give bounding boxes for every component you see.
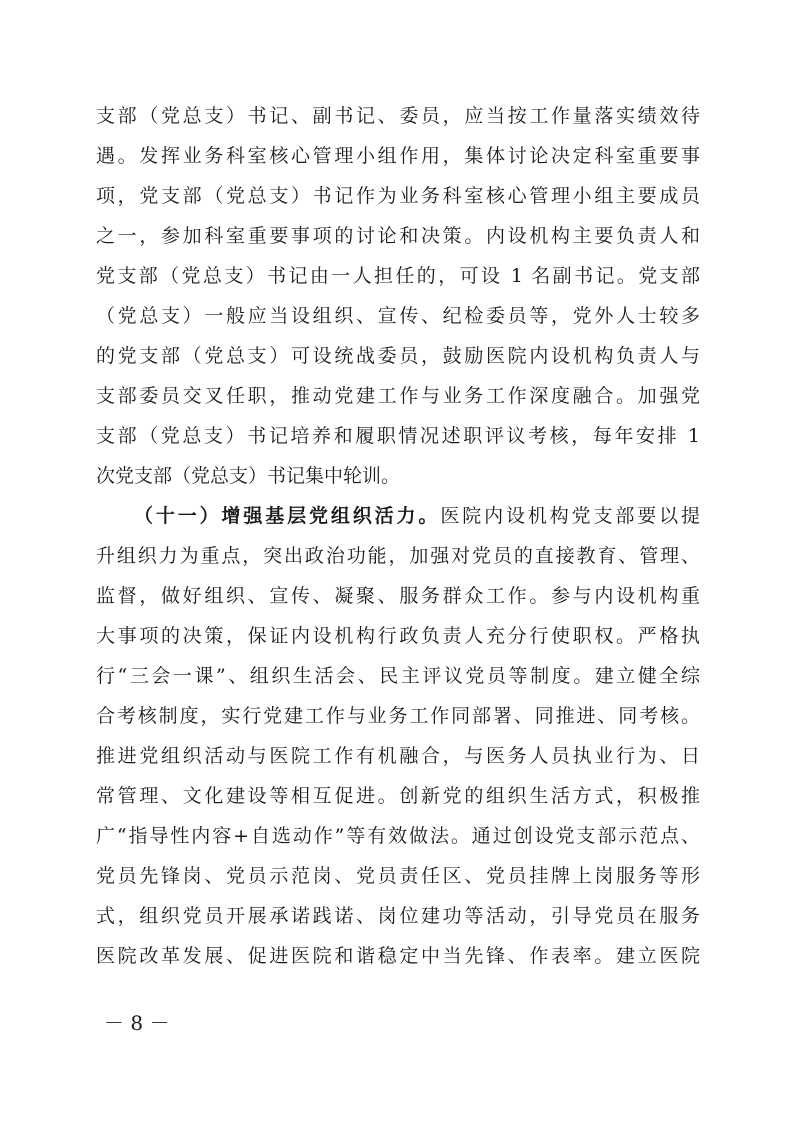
section-heading: （十一）增强基层党组织活力。 bbox=[134, 505, 441, 527]
text-line: 支部（党总支）书记培养和履职情况述职评议考核，每年安排 1 bbox=[96, 425, 700, 447]
text-line: 支部委员交叉任职，推动党建工作与业务工作深度融合。加强党 bbox=[96, 385, 700, 407]
paragraph-1 bbox=[96, 96, 700, 496]
text-line: 合考核制度，实行党建工作与业务工作同部署、同推进、同考核。 bbox=[96, 705, 700, 727]
text-line: 医院改革发展、促进医院和谐稳定中当先锋、作表率。建立医院 bbox=[96, 945, 700, 967]
text-line: 常管理、文化建设等相互促进。创新党的组织生活方式，积极推 bbox=[96, 785, 700, 807]
text-line: （党总支）一般应当设组织、宣传、纪检委员等，党外人士较多 bbox=[96, 305, 700, 327]
text-line: 党支部（党总支）书记由一人担任的，可设 1 名副书记。党支部 bbox=[96, 265, 700, 287]
text-line: 式，组织党员开展承诺践诺、岗位建功等活动，引导党员在服务 bbox=[96, 905, 700, 927]
text-line: 大事项的决策，保证内设机构行政负责人充分行使职权。严格执 bbox=[96, 625, 700, 647]
paragraph-2 bbox=[96, 496, 700, 976]
text-line: 党员先锋岗、党员示范岗、党员责任区、党员挂牌上岗服务等形 bbox=[96, 865, 700, 887]
page-number: － 8 － bbox=[104, 1011, 170, 1035]
text-run: 医院内设机构党支部要以提 bbox=[440, 505, 700, 527]
text-line: 之一，参加科室重要事项的讨论和决策。内设机构主要负责人和 bbox=[96, 225, 700, 247]
text-line: 行“三会一课”、组织生活会、民主评议党员等制度。建立健全综 bbox=[96, 665, 700, 687]
document-body bbox=[96, 96, 700, 976]
paragraph-first-line bbox=[96, 496, 700, 536]
text-line: 的党支部（党总支）可设统战委员，鼓励医院内设机构负责人与 bbox=[96, 345, 700, 367]
text-line: 次党支部（党总支）书记集中轮训。 bbox=[96, 465, 401, 487]
text-line: 监督，做好组织、宣传、凝聚、服务群众工作。参与内设机构重 bbox=[96, 585, 700, 607]
text-line: 遇。发挥业务科室核心管理小组作用，集体讨论决定科室重要事 bbox=[96, 145, 700, 167]
text-line: 升组织力为重点，突出政治功能，加强对党员的直接教育、管理、 bbox=[96, 545, 700, 567]
text-line: 推进党组织活动与医院工作有机融合，与医务人员执业行为、日 bbox=[96, 745, 700, 767]
text-line: 支部（党总支）书记、副书记、委员，应当按工作量落实绩效待 bbox=[96, 105, 700, 127]
text-line: 广“指导性内容+自选动作”等有效做法。通过创设党支部示范点、 bbox=[96, 825, 700, 847]
text-line: 项，党支部（党总支）书记作为业务科室核心管理小组主要成员 bbox=[96, 185, 700, 207]
